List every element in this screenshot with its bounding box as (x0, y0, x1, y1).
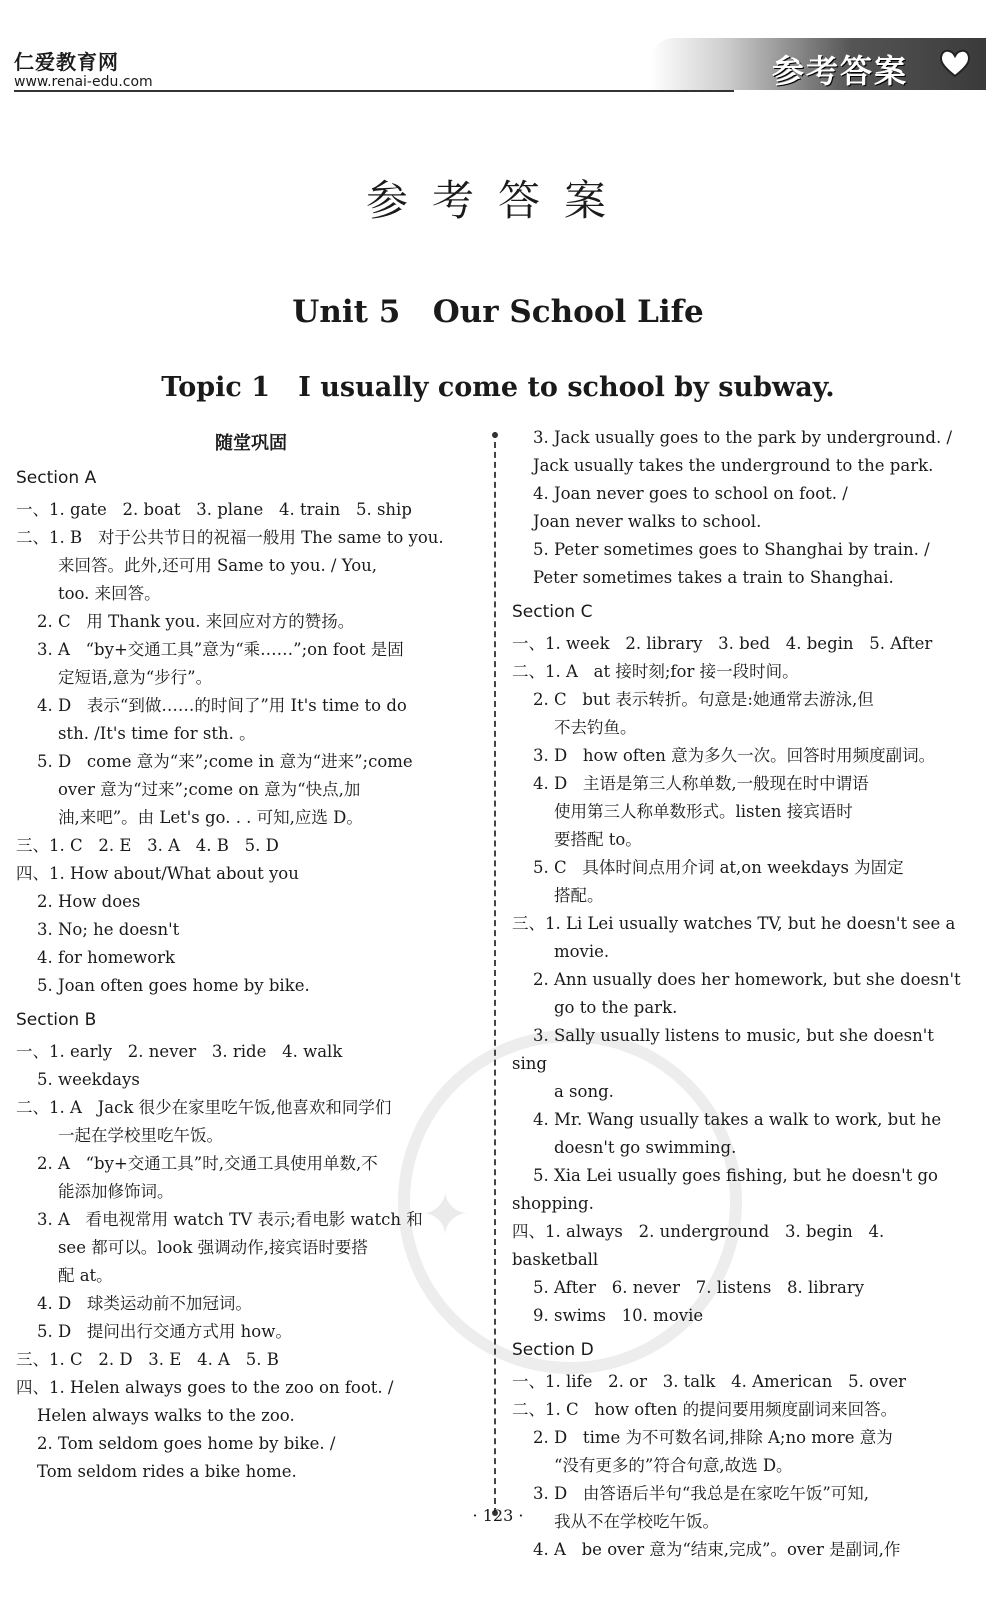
section-b-body (16, 1038, 486, 1486)
section-d-heading: Section D (512, 1340, 594, 1360)
answer-line: 一起在学校里吃午饭。 (16, 1126, 223, 1145)
answer-line: see 都可以。look 强调动作,接宾语时要搭 (16, 1238, 368, 1257)
answer-line: “没有更多的”符合句意,故选 D。 (512, 1456, 793, 1475)
answer-line: 4. D 球类运动前不加冠词。 (16, 1294, 252, 1313)
section-c-heading: Section C (512, 602, 593, 622)
section-a-body (16, 496, 486, 1000)
answer-line: movie. (512, 942, 610, 961)
answer-line: 一、1. life 2. or 3. talk 4. American 5. over (512, 1372, 906, 1391)
answer-line: 5. C 具体时间点用介词 at,on weekdays 为固定 (512, 858, 904, 877)
answer-line: 三、1. C 2. D 3. E 4. A 5. B (16, 1350, 279, 1369)
answer-line: 2. Tom seldom goes home by bike. / (16, 1434, 336, 1453)
answer-line: 2. A “by+交通工具”时,交通工具使用单数,不 (16, 1154, 378, 1173)
topic-title: Topic 1 I usually come to school by subway. (161, 372, 835, 403)
header-rule (14, 90, 734, 92)
answer-line: Helen always walks to the zoo. (16, 1406, 295, 1425)
answer-line: Peter sometimes takes a train to Shanghai. (512, 568, 894, 587)
answer-line: 使用第三人称单数形式。listen 接宾语时 (512, 802, 853, 821)
answer-line: 二、1. B 对于公共节日的祝福一般用 The same to you. (16, 528, 444, 547)
answer-line: 3. Sally usually listens to music, but she doesn't sing (512, 1026, 940, 1073)
divider-dot (492, 432, 498, 438)
answer-line: 搭配。 (512, 886, 604, 905)
answer-line: 我从不在学校吃午饭。 (512, 1512, 719, 1531)
answer-line: 来回答。此外,还可用 Same to you. / You, (16, 556, 378, 575)
answer-line: 二、1. A at 接时刻;for 接一段时间。 (512, 662, 799, 681)
answer-line: 3. A “by+交通工具”意为“乘……”;on foot 是固 (16, 640, 404, 659)
section-c-body (512, 630, 974, 1330)
answer-line: 能添加修饰词。 (16, 1182, 174, 1201)
answer-line: 3. D how often 意为多久一次。回答时用频度副词。 (512, 746, 936, 765)
section-b-continued (512, 424, 974, 592)
site-brand: 仁爱教育网 (14, 50, 119, 74)
answer-line: 二、1. C how often 的提问要用频度副词来回答。 (512, 1400, 898, 1419)
answer-line: Joan never walks to school. (512, 512, 762, 531)
answer-line: 4. Mr. Wang usually takes a walk to work, but he (512, 1110, 942, 1129)
answer-line: doesn't go swimming. (512, 1138, 737, 1157)
answer-line: 二、1. A Jack 很少在家里吃午饭,他喜欢和同学们 (16, 1098, 392, 1117)
answer-line: 9. swims 10. movie (512, 1306, 704, 1325)
answer-line: 3. D 由答语后半句“我总是在家吃午饭”可知, (512, 1484, 870, 1503)
answer-line: 5. D come 意为“来”;come in 意为“进来”;come (16, 752, 413, 771)
watermark-mark: ✦ (420, 1180, 471, 1250)
left-column (16, 430, 486, 1486)
answer-line: 5. Joan often goes home by bike. (16, 976, 310, 995)
answer-line: 4. D 主语是第三人称单数,一般现在时中谓语 (512, 774, 869, 793)
answer-line: 四、1. Helen always goes to the zoo on foot. / (16, 1378, 394, 1397)
answer-line: 油,来吧”。由 Let's go. . . 可知,应选 D。 (16, 808, 363, 827)
section-b-heading: Section B (16, 1010, 97, 1030)
answer-line: 不去钓鱼。 (512, 718, 637, 737)
answer-line: 一、1. week 2. library 3. bed 4. begin 5. After (512, 634, 933, 653)
page-title: 参考答案 (365, 176, 630, 225)
answer-line: a song. (512, 1082, 614, 1101)
answer-line: 一、1. gate 2. boat 3. plane 4. train 5. ship (16, 500, 412, 519)
right-column (512, 424, 974, 1564)
answer-line: 4. A be over 意为“结束,完成”。over 是副词,作 (512, 1540, 901, 1559)
answer-line: sth. /It's time for sth. 。 (16, 724, 256, 743)
answer-line: 4. for homework (16, 948, 176, 967)
answer-line: 四、1. How about/What about you (16, 864, 299, 883)
answer-line: 4. Joan never goes to school on foot. / (512, 484, 848, 503)
answer-line: 2. Ann usually does her homework, but she doesn't (512, 970, 961, 989)
answer-line: over 意为“过来”;come on 意为“快点,加 (16, 780, 361, 799)
answer-line: 定短语,意为“步行”。 (16, 668, 213, 687)
answer-line: 2. C 用 Thank you. 来回应对方的赞扬。 (16, 612, 355, 631)
answer-line: 4. D 表示“到做……的时间了”用 It's time to do (16, 696, 407, 715)
answer-line: 2. C but 表示转折。句意是:她通常去游泳,但 (512, 690, 874, 709)
answer-line: 5. Peter sometimes goes to Shanghai by train. / (512, 540, 930, 559)
section-d-body (512, 1368, 974, 1564)
answer-line: 3. No; he doesn't (16, 920, 180, 939)
answer-line: 四、1. always 2. underground 3. begin 4. basketball (512, 1222, 890, 1269)
answer-line: 3. Jack usually goes to the park by underground. / (512, 428, 953, 447)
subheading: 随堂巩固 (215, 433, 287, 454)
answer-line: Jack usually takes the underground to the park. (512, 456, 934, 475)
answer-line: 5. After 6. never 7. listens 8. library (512, 1278, 865, 1297)
answer-line: 2. How does (16, 892, 141, 911)
answer-line: 三、1. C 2. E 3. A 4. B 5. D (16, 836, 279, 855)
page-number: · 123 · (472, 1506, 524, 1525)
answer-line: too. 来回答。 (16, 584, 161, 603)
answer-line: 配 at。 (16, 1266, 113, 1285)
answer-line: go to the park. (512, 998, 678, 1017)
answer-line: 3. A 看电视常用 watch TV 表示;看电影 watch 和 (16, 1210, 423, 1229)
answer-line: 5. Xia Lei usually goes fishing, but he doesn't go shopping. (512, 1166, 944, 1213)
answer-line: 2. D time 为不可数名词,排除 A;no more 意为 (512, 1428, 893, 1447)
answer-line: Tom seldom rides a bike home. (16, 1462, 297, 1481)
section-a-heading: Section A (16, 468, 97, 488)
answer-line: 一、1. early 2. never 3. ride 4. walk (16, 1042, 343, 1061)
heart-logo-icon (938, 48, 972, 78)
answer-line: 5. D 提问出行交通方式用 how。 (16, 1322, 292, 1341)
header-banner-text: 参考答案 (771, 52, 908, 90)
header-banner (650, 38, 986, 90)
answer-line: 要搭配 to。 (512, 830, 642, 849)
unit-title: Unit 5 Our School Life (292, 294, 704, 330)
site-url: www.renai-edu.com (14, 74, 153, 90)
answer-line: 5. weekdays (16, 1070, 140, 1089)
column-divider (494, 432, 496, 1514)
answer-line: 三、1. Li Lei usually watches TV, but he doesn't see a (512, 914, 956, 933)
